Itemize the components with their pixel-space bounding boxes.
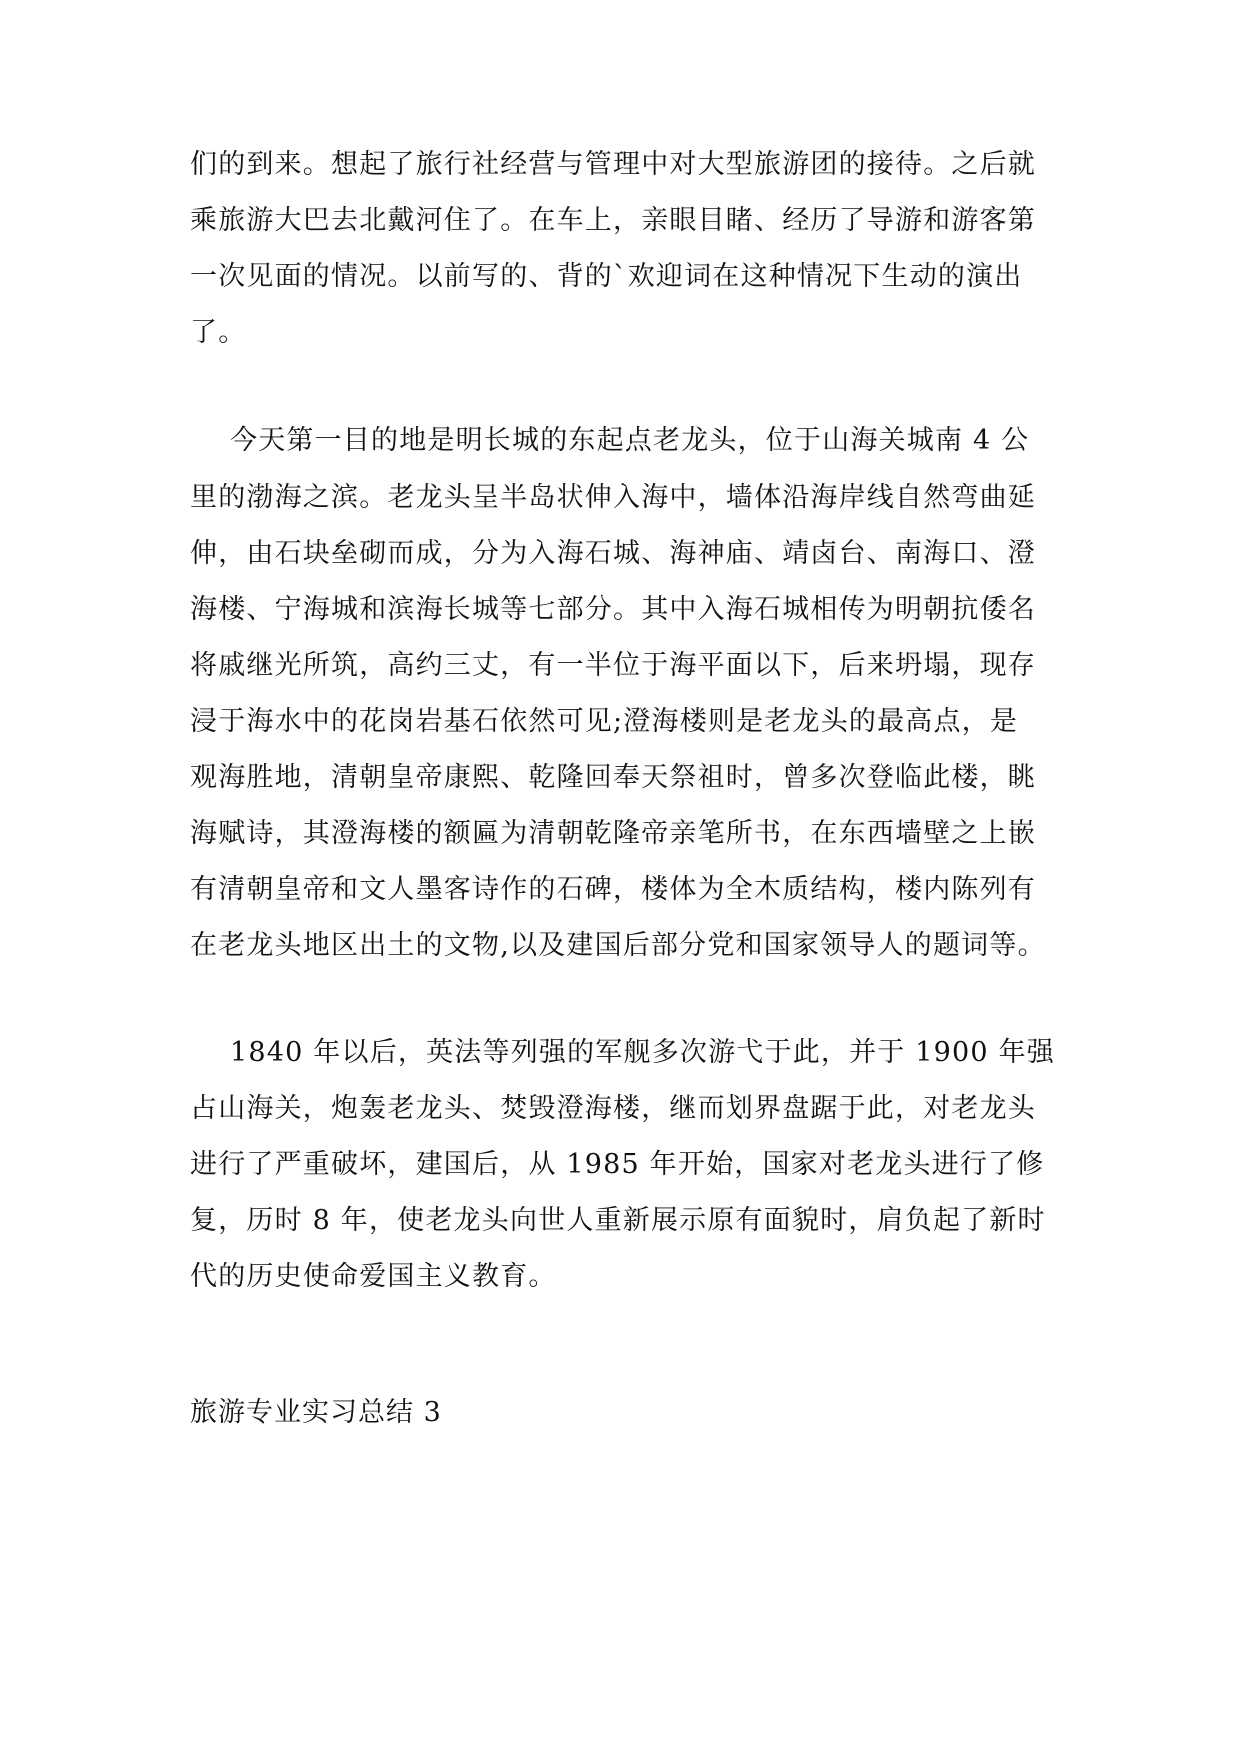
paragraph-3-line-4: 复，历时 8 年，使老龙头向世人重新展示原有面貌时，肩负起了新时 [190,1205,1046,1236]
paragraph-1-line-4: 了。 [190,317,247,348]
paragraph-2-line-6: 浸于海水中的花岗岩基石依然可见;澄海楼则是老龙头的最高点，是 [190,706,1019,737]
paragraph-2-line-1: 今天第一目的地是明长城的东起点老龙头，位于山海关城南 4 公 [230,425,1030,456]
paragraph-3-line-5: 代的历史使命爱国主义教育。 [190,1261,557,1292]
paragraph-3-line-3: 进行了严重破坏，建国后，从 1985 年开始，国家对老龙头进行了修 [190,1149,1045,1180]
paragraph-2-line-5: 将戚继光所筑，高约三丈，有一半位于海平面以下，后来坍塌，现存 [190,650,1036,681]
section-heading: 旅游专业实习总结 3 [190,1397,442,1428]
paragraph-2-line-10: 在老龙头地区出土的文物,以及建国后部分党和国家领导人的题词等。 [190,930,1046,961]
paragraph-3-line-1: 1840 年以后，英法等列强的军舰多次游弋于此，并于 1900 年强 [230,1037,1055,1068]
paragraph-2-line-2: 里的渤海之滨。老龙头呈半岛状伸入海中，墙体沿海岸线自然弯曲延 [190,482,1036,513]
paragraph-2-line-7: 观海胜地，清朝皇帝康熙、乾隆回奉天祭祖时，曾多次登临此楼，眺 [190,762,1036,793]
paragraph-2-line-3: 伸，由石块垒砌而成，分为入海石城、海神庙、靖卤台、南海口、澄 [190,538,1036,569]
paragraph-1-line-2: 乘旅游大巴去北戴河住了。在车上，亲眼目睹、经历了导游和游客第 [190,205,1036,236]
paragraph-2-line-8: 海赋诗，其澄海楼的额匾为清朝乾隆帝亲笔所书，在东西墙壁之上嵌 [190,818,1036,849]
paragraph-2-line-9: 有清朝皇帝和文人墨客诗作的石碑，楼体为全木质结构，楼内陈列有 [190,874,1036,905]
paragraph-3-line-2: 占山海关，炮轰老龙头、焚毁澄海楼，继而划界盘踞于此，对老龙头 [190,1093,1036,1124]
paragraph-2-line-4: 海楼、宁海城和滨海长城等七部分。其中入海石城相传为明朝抗倭名 [190,594,1036,625]
paragraph-1-line-3: 一次见面的情况。以前写的、背的`欢迎词在这种情况下生动的演出 [190,261,1023,292]
paragraph-1-line-1: 们的到来。想起了旅行社经营与管理中对大型旅游团的接待。之后就 [190,149,1036,180]
